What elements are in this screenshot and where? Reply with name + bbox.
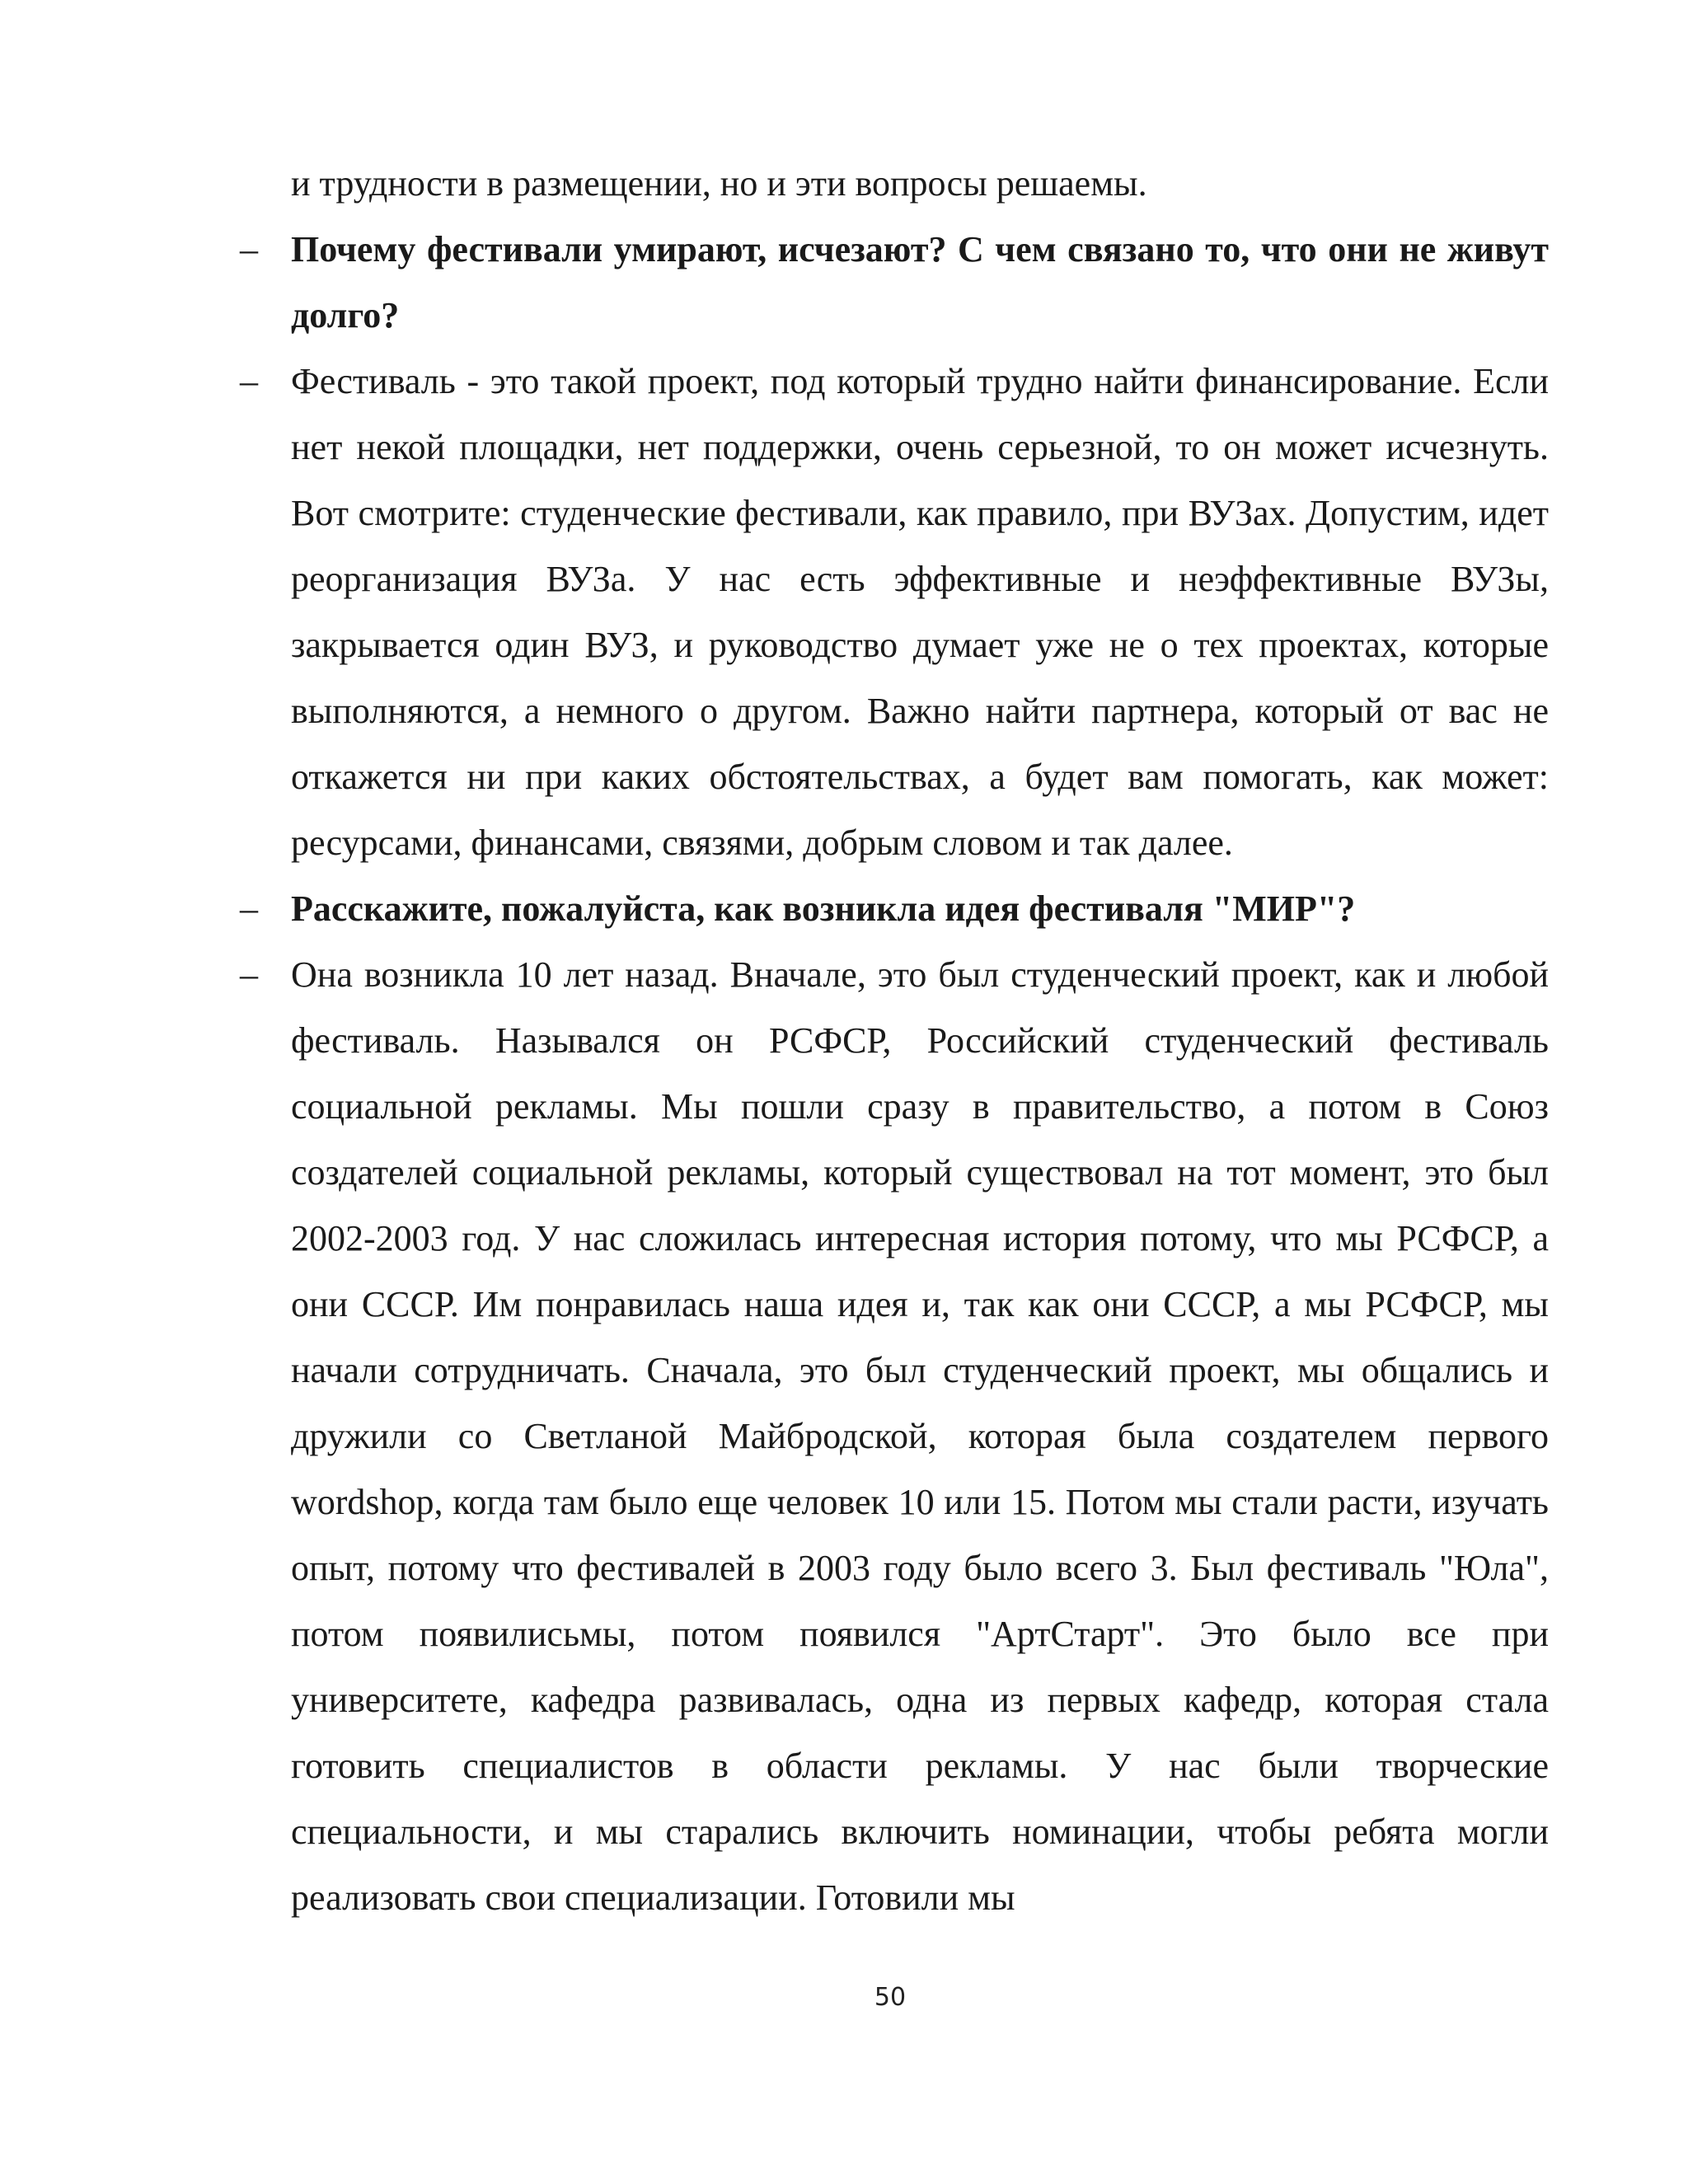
dash-bullet: – [240,888,258,929]
document-body [240,151,1549,1931]
page-number: 50 [874,1983,907,2012]
answer-text: Она возникла 10 лет назад. Вначале, это был студенческий проект, как и любой фестиваль. Назывался он РСФСР, Российский студенческий фестиваль социальной рекламы. Мы пошли сразу в правительство, а потом в Союз создателей социальной рекламы, который существовал на тот момент, это был 2002-2003 год. У нас сложилась интересная история потому, что мы РСФСР, а они СССР. Им понравилась наша идея и, так как они СССР, а мы РСФСР, мы начали сотрудничать. Сначала, это был студенческий проект, мы общались и дружили со Светланой Майбродской, которая была создателем первого wordshop, когда там было еще человек 10 или 15. Потом мы стали расти, изучать опыт, потому что фестивалей в 2003 году было всего 3. Был фестиваль "Юла", потом появилисьмы, потом появился "АртСтарт". Это было все при университете, кафедра развивалась, одна из первых кафедр, которая стала готовить специалистов в области рекламы. У нас были творческие специальности, и мы старались включить номинации, чтобы ребята могли реализовать свои специализации. Готовили мы [291,954,1549,1918]
continuation-line: и трудности в размещении, но и эти вопросы решаемы. [291,163,1147,204]
interview-question [240,876,1549,942]
question-text: Расскажите, пожалуйста, как возникла идея фестиваля "МИР"? [291,888,1356,929]
interview-question [240,217,1549,349]
interview-answer [240,942,1549,1931]
interview-answer [240,349,1549,876]
dash-bullet: – [240,954,258,995]
dash-bullet: – [240,361,258,401]
question-text: Почему фестивали умирают, исчезают? С чем связано то, что они не живут долго? [291,229,1549,335]
dash-bullet: – [240,229,258,269]
answer-text: Фестиваль - это такой проект, под который трудно найти финансирование. Если нет некой площадки, нет поддержки, очень серьезной, то он может исчезнуть. Вот смотрите: студенческие фестивали, как правило, при ВУЗах. Допустим, идет реорганизация ВУЗа. У нас есть эффективные и неэффективные ВУЗы, закрывается один ВУЗ, и руководство думает уже не о тех проектах, которые выполняются, а немного о другом. Важно найти партнера, который от вас не откажется ни при каких обстоятельствах, а будет вам помогать, как может: ресурсами, финансами, связями, добрым словом и так далее. [291,361,1549,863]
